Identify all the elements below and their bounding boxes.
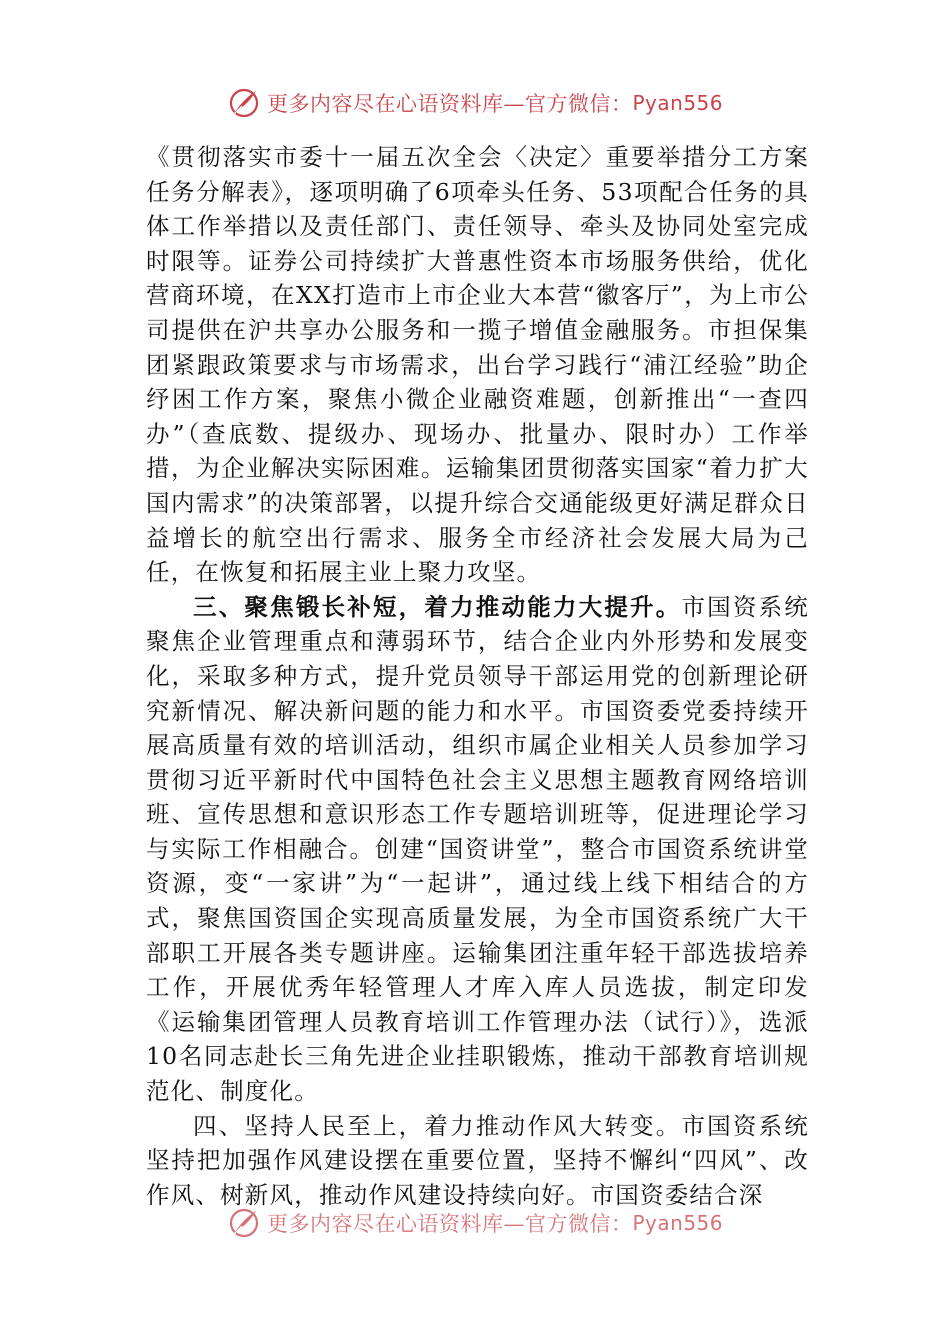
paragraph-1: 《贯彻落实市委十一届五次全会〈决定〉重要举措分工方案任务分解表》，逐项明确了6项牵头任务、53项配合任务的具体工作举措以及责任部门、责任领导、牵头及协同处室完成时限等。证券公司持续扩大普惠性资本市场服务供给，优化营商环境，在XX打造市上市企业大本营“徽客厅”，为上市公司提供在沪共享办公服务和一揽子增值金融服务。市担保集团紧跟政策要求与市场需求，出台学习践行“浦江经验”助企纾困工作方案，聚焦小微企业融资难题，创新推出“一查四办”（查底数、提级办、现场办、批量办、限时办）工作举措，为企业解决实际困难。运输集团贯彻落实国家“着力扩大国内需求”的决策部署，以提升综合交通能级更好满足群众日益增长的航空出行需求、服务全市经济社会发展大局为己任，在恢复和拓展主业上聚力攻坚。 xyxy=(146,143,809,587)
document-body xyxy=(146,140,809,1212)
watermark-wechat-id: Pyan556 xyxy=(632,91,723,115)
watermark-text: 更多内容尽在心语资料库—官方微信： xyxy=(266,1212,633,1236)
watermark-wechat-id: Pyan556 xyxy=(632,1211,723,1235)
watermark-text: 更多内容尽在心语资料库—官方微信： xyxy=(266,92,633,116)
feather-quill-icon xyxy=(227,1206,261,1240)
footer-watermark xyxy=(0,1203,950,1243)
header-watermark xyxy=(0,83,950,123)
paragraph-3: 四、坚持人民至上，着力推动作风大转变。市国资系统坚持把加强作风建设摆在重要位置，坚持不懈纠“四风”、改作风、树新风，推动作风建设持续向好。市国资委结合深 xyxy=(146,1111,809,1209)
section-3-body: 市国资系统聚焦企业管理重点和薄弱环节，结合企业内外形势和发展变化，采取多种方式，提升党员领导干部运用党的创新理论研究新情况、解决新问题的能力和水平。市国资委党委持续开展高质量有效的培训活动，组织市属企业相关人员参加学习贯彻习近平新时代中国特色社会主义思想主题教育网络培训班、宣传思想和意识形态工作专题培训班等，促进理论学习与实际工作相融合。创建“国资讲堂”，整合市国资系统讲堂资源，变“一家讲”为“一起讲”，通过线上线下相结合的方式，聚焦国资国企实现高质量发展，为全市国资系统广大干部职工开展各类专题讲座。运输集团注重年轻干部选拔培养工作，开展优秀年轻管理人才库入库人员选拔，制定印发《运输集团管理人员教育培训工作管理办法（试行）》，选派10名同志赴长三角先进企业挂职锻炼，推动干部教育培训规范化、制度化。 xyxy=(146,592,810,1106)
section-3-heading: 三、聚焦锻长补短，着力推动能力大提升。 xyxy=(193,592,682,621)
feather-quill-icon xyxy=(227,86,261,120)
paragraph-2 xyxy=(146,590,809,1109)
